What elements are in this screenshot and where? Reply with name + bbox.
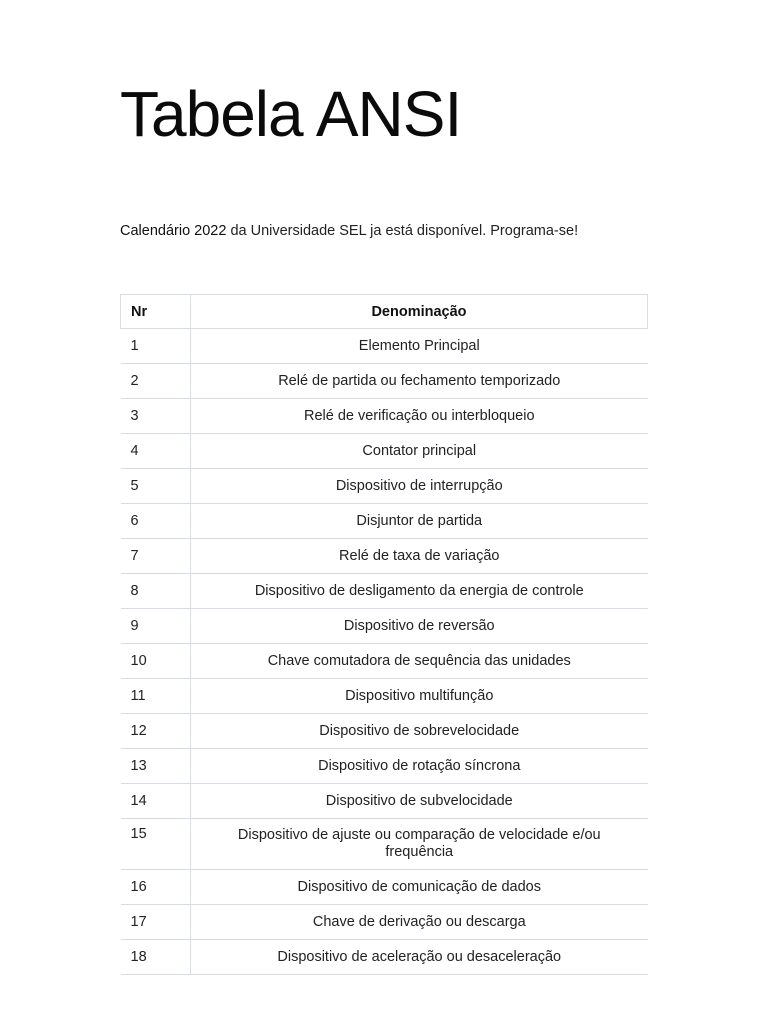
row-denominacao: Dispositivo de reversão: [191, 609, 648, 644]
row-denominacao: Relé de partida ou fechamento temporizado: [191, 364, 648, 399]
row-denominacao: Dispositivo de subvelocidade: [191, 784, 648, 819]
table-row: [121, 905, 648, 940]
row-number: 9: [121, 609, 191, 644]
intro-paragraph: [120, 221, 578, 241]
table-row: [121, 749, 648, 784]
table-row: [121, 469, 648, 504]
table-row: [121, 609, 648, 644]
row-number: 2: [121, 364, 191, 399]
row-denominacao: Contator principal: [191, 434, 648, 469]
row-number: 10: [121, 644, 191, 679]
table-row: [121, 679, 648, 714]
row-number: 1: [121, 329, 191, 364]
table-row: [121, 329, 648, 364]
intro-text: da Universidade SEL ja está disponível. Programa-se!: [226, 223, 579, 239]
row-denominacao: Dispositivo de aceleração ou desaceleração: [191, 940, 648, 975]
table-row: [121, 819, 648, 870]
row-number: 8: [121, 574, 191, 609]
table-row: [121, 940, 648, 975]
calendar-link[interactable]: Calendário 2022: [120, 223, 227, 239]
table-row: [121, 364, 648, 399]
table-row: [121, 644, 648, 679]
row-denominacao: Dispositivo de desligamento da energia de controle: [191, 574, 648, 609]
page-title: Tabela ANSI: [120, 78, 462, 150]
table-row: [121, 539, 648, 574]
row-number: 14: [121, 784, 191, 819]
row-number: 16: [121, 870, 191, 905]
header-nr: Nr: [121, 295, 191, 329]
row-denominacao: Dispositivo de comunicação de dados: [191, 870, 648, 905]
row-number: 7: [121, 539, 191, 574]
row-denominacao: Chave de derivação ou descarga: [191, 905, 648, 940]
table-row: [121, 434, 648, 469]
row-number: 13: [121, 749, 191, 784]
row-number: 6: [121, 504, 191, 539]
table-row: [121, 870, 648, 905]
table-row: [121, 574, 648, 609]
row-denominacao: Dispositivo de sobrevelocidade: [191, 714, 648, 749]
row-number: 18: [121, 940, 191, 975]
row-denominacao: Chave comutadora de sequência das unidades: [191, 644, 648, 679]
ansi-table: [120, 294, 648, 975]
row-denominacao: Disjuntor de partida: [191, 504, 648, 539]
table-row: [121, 504, 648, 539]
row-denominacao: Dispositivo multifunção: [191, 679, 648, 714]
row-number: 5: [121, 469, 191, 504]
row-number: 3: [121, 399, 191, 434]
row-number: 11: [121, 679, 191, 714]
row-denominacao: Relé de taxa de variação: [191, 539, 648, 574]
row-number: 15: [121, 819, 191, 870]
row-denominacao: Relé de verificação ou interbloqueio: [191, 399, 648, 434]
table-row: [121, 714, 648, 749]
row-number: 12: [121, 714, 191, 749]
table-row: [121, 399, 648, 434]
row-denominacao: Dispositivo de rotação síncrona: [191, 749, 648, 784]
header-denominacao: Denominação: [191, 295, 648, 329]
row-number: 17: [121, 905, 191, 940]
table-header-row: [121, 295, 648, 329]
table-row: [121, 784, 648, 819]
row-denominacao: Dispositivo de interrupção: [191, 469, 648, 504]
row-denominacao: Elemento Principal: [191, 329, 648, 364]
row-denominacao: Dispositivo de ajuste ou comparação de velocidade e/ou frequência: [191, 819, 648, 870]
row-number: 4: [121, 434, 191, 469]
